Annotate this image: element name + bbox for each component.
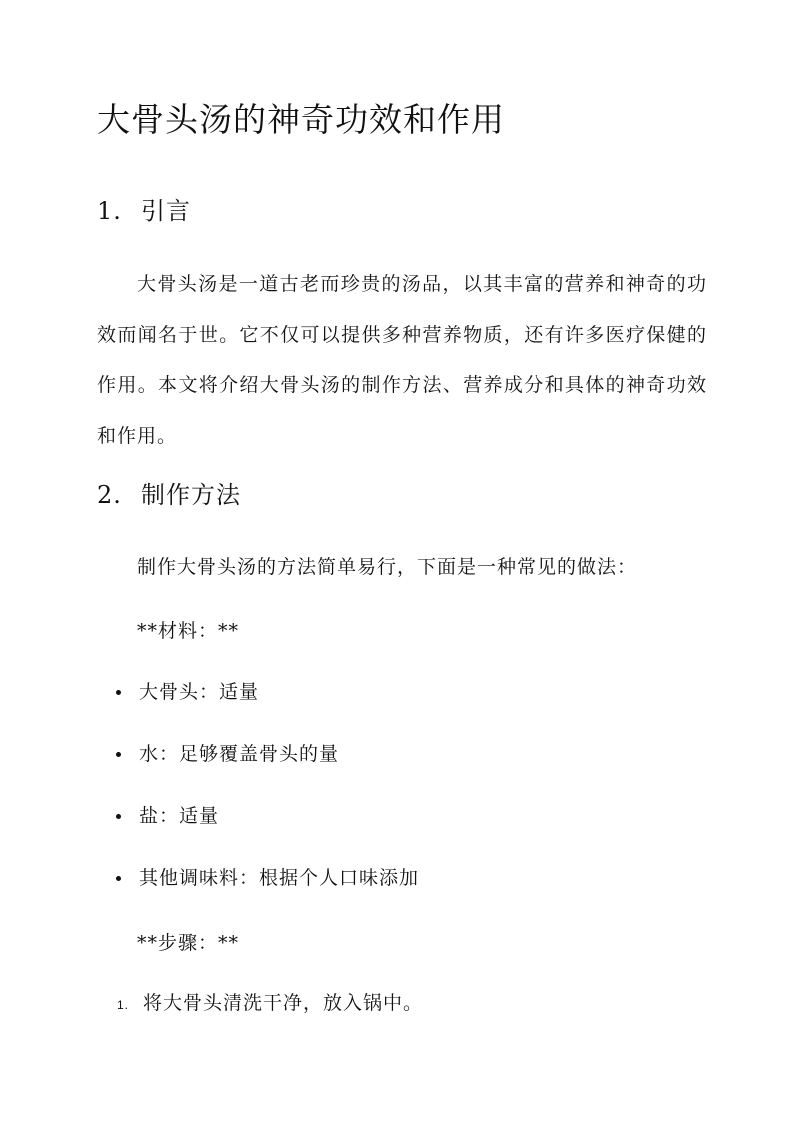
material-item: 水：足够覆盖骨头的量 [116,739,339,769]
bullet-icon [116,814,121,819]
section-heading-text: 引言 [141,197,191,225]
step-item [117,988,423,1020]
intro-paragraph: 大骨头汤是一道古老而珍贵的汤品，以其丰富的营养和神奇的功效而闻名于世。它不仅可以提供多种营养物质，还有许多医疗保健的作用。本文将介绍大骨头汤的制作方法、营养成分和具体的神奇功效和作用。 [97,273,707,447]
section-heading-method [97,477,241,513]
bullet-icon [116,752,121,757]
step-text: 将大骨头清洗干净，放入锅中。 [143,992,424,1014]
section-heading-intro [97,193,191,229]
document-title: 大骨头汤的神奇功效和作用 [97,100,505,139]
material-item: 大骨头：适量 [116,677,259,707]
method-intro: 制作大骨头汤的方法简单易行，下面是一种常见的做法： [137,556,638,578]
step-number: 1. [117,998,130,1012]
bullet-icon [116,876,121,881]
materials-label: **材料：** [137,620,240,642]
material-item: 盐：适量 [116,801,219,831]
material-item: 其他调味料：根据个人口味添加 [116,863,419,893]
section-number: 1. [97,197,122,225]
section-heading-text: 制作方法 [141,481,241,509]
bullet-icon [116,690,121,695]
section-number: 2. [97,481,122,509]
steps-label: **步骤：** [137,932,240,954]
